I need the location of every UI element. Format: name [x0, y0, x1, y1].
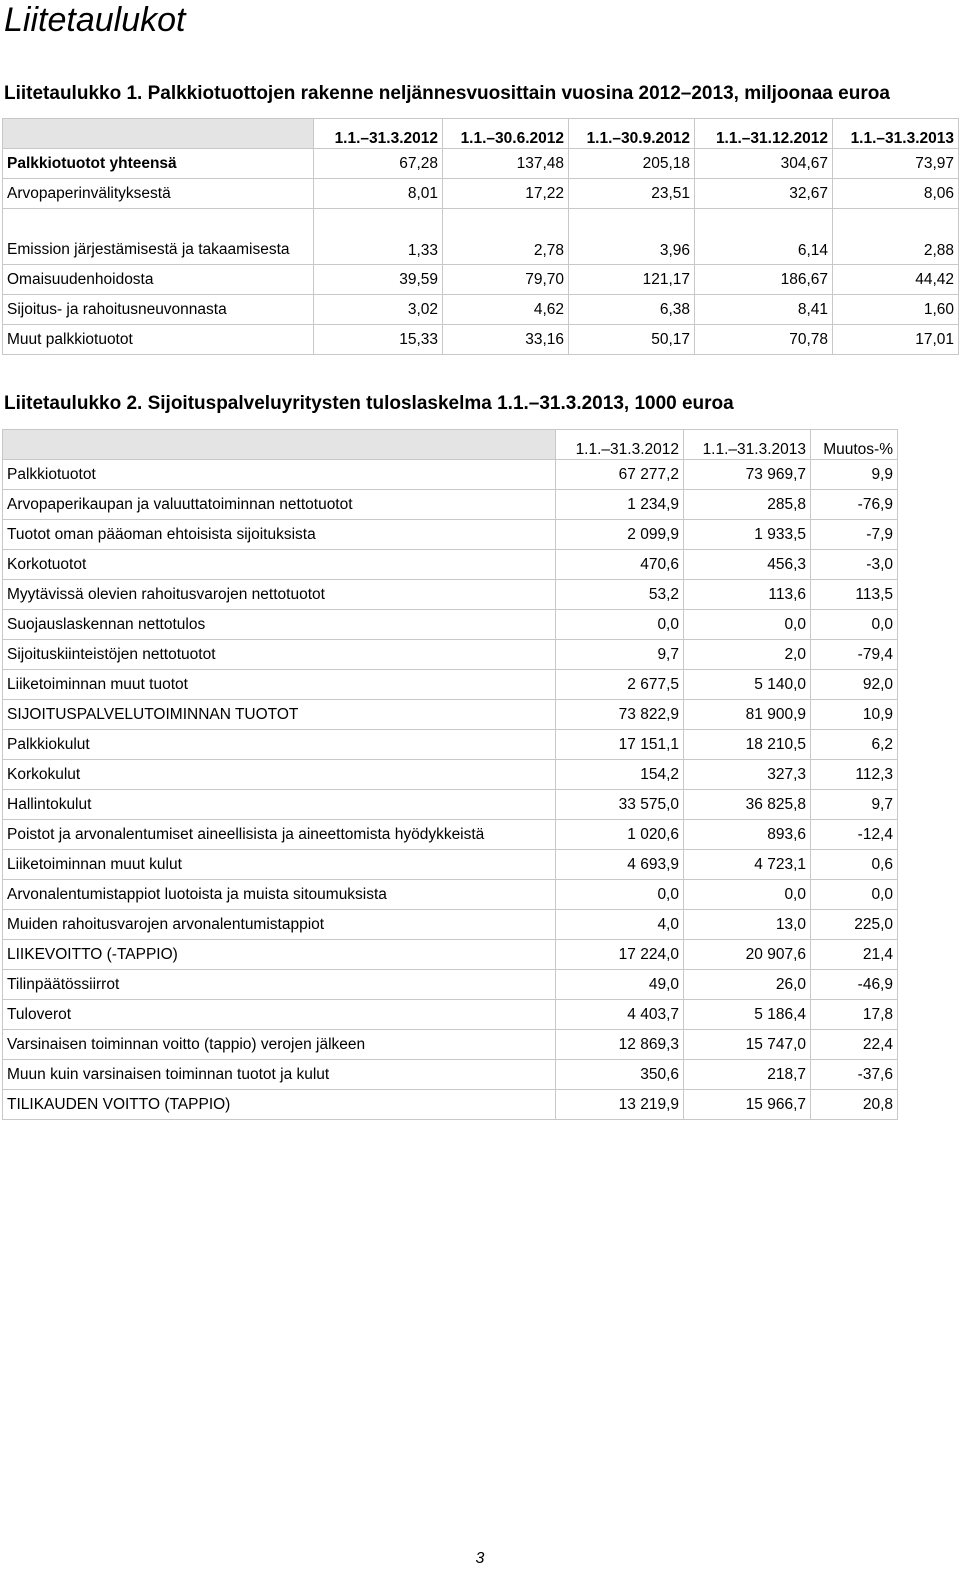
table2-cell: 327,3 — [684, 760, 811, 790]
table2-cell: 0,0 — [556, 610, 684, 640]
table2-row — [3, 520, 898, 550]
table2-cell: 456,3 — [684, 550, 811, 580]
table1-cell: 39,59 — [314, 265, 443, 295]
table2-cell: 9,9 — [811, 460, 898, 490]
table1-cell: 205,18 — [569, 149, 695, 179]
table1-cell: 186,67 — [695, 265, 833, 295]
table2-row-label: Suojauslaskennan nettotulos — [3, 610, 556, 640]
table2-row — [3, 580, 898, 610]
table2-row — [3, 640, 898, 670]
table2 — [2, 429, 898, 1120]
table2-cell: -7,9 — [811, 520, 898, 550]
table1-cell: 8,41 — [695, 295, 833, 325]
table1-row-label: Sijoitus- ja rahoitusneuvonnasta — [3, 295, 314, 325]
table2-row-label: Korkokulut — [3, 760, 556, 790]
table1-row-label: Emission järjestämisestä ja takaamisesta — [3, 209, 314, 265]
table2-row — [3, 850, 898, 880]
table1-cell: 33,16 — [443, 325, 569, 355]
table2-cell: 4,0 — [556, 910, 684, 940]
table2-row — [3, 730, 898, 760]
table1-row-label: Omaisuudenhoidosta — [3, 265, 314, 295]
table1-cell: 8,01 — [314, 179, 443, 209]
table2-row — [3, 880, 898, 910]
table1-cell: 121,17 — [569, 265, 695, 295]
table1-cell: 3,96 — [569, 209, 695, 265]
table2-cell: 225,0 — [811, 910, 898, 940]
table1-row — [3, 209, 959, 265]
table2-row — [3, 1000, 898, 1030]
table2-cell: 13,0 — [684, 910, 811, 940]
table1-cell: 73,97 — [833, 149, 959, 179]
table1-cell: 1,60 — [833, 295, 959, 325]
table2-cell: 0,0 — [684, 880, 811, 910]
table1-column-header: 1.1.–30.9.2012 — [569, 119, 695, 149]
table2-column-header: 1.1.–31.3.2013 — [684, 430, 811, 460]
table2-cell: 36 825,8 — [684, 790, 811, 820]
table2-header-row — [3, 430, 898, 460]
table2-corner-cell — [3, 430, 556, 460]
table1-row — [3, 325, 959, 355]
table1-cell: 1,33 — [314, 209, 443, 265]
table2-cell: 0,0 — [556, 880, 684, 910]
table2-row-label: LIIKEVOITTO (-TAPPIO) — [3, 940, 556, 970]
table1-cell: 2,78 — [443, 209, 569, 265]
table2-row-label: Hallintokulut — [3, 790, 556, 820]
table1-cell: 23,51 — [569, 179, 695, 209]
table2-cell: -46,9 — [811, 970, 898, 1000]
table2-cell: 5 140,0 — [684, 670, 811, 700]
table1-row — [3, 179, 959, 209]
table1-row — [3, 149, 959, 179]
table1-row — [3, 265, 959, 295]
table2-cell: 0,0 — [811, 880, 898, 910]
table1-cell: 79,70 — [443, 265, 569, 295]
table1-cell: 4,62 — [443, 295, 569, 325]
table1-title: Liitetaulukko 1. Palkkiotuottojen rakenne neljännesvuosittain vuosina 2012–2013, miljoonaa euroa — [4, 83, 890, 104]
table2-cell: 9,7 — [556, 640, 684, 670]
table2-cell: 13 219,9 — [556, 1090, 684, 1120]
table2-row-label: Varsinaisen toiminnan voitto (tappio) verojen jälkeen — [3, 1030, 556, 1060]
table2-cell: 12 869,3 — [556, 1030, 684, 1060]
table2-cell: -37,6 — [811, 1060, 898, 1090]
table2-cell: 9,7 — [811, 790, 898, 820]
table1-column-header: 1.1.–30.6.2012 — [443, 119, 569, 149]
table2-title: Liitetaulukko 2. Sijoituspalveluyritysten tuloslaskelma 1.1.–31.3.2013, 1000 euroa — [4, 393, 734, 414]
table2-row-label: Korkotuotot — [3, 550, 556, 580]
table2-cell: 20 907,6 — [684, 940, 811, 970]
table2-row — [3, 550, 898, 580]
table1-cell: 67,28 — [314, 149, 443, 179]
table2-body — [3, 460, 898, 1120]
table2-cell: 15 747,0 — [684, 1030, 811, 1060]
table1-row — [3, 295, 959, 325]
table2-cell: 4 403,7 — [556, 1000, 684, 1030]
table2-cell: 218,7 — [684, 1060, 811, 1090]
table2-row-label: SIJOITUSPALVELUTOIMINNAN TUOTOT — [3, 700, 556, 730]
table2-row — [3, 1090, 898, 1120]
table2-cell: 15 966,7 — [684, 1090, 811, 1120]
table1-cell: 15,33 — [314, 325, 443, 355]
table2-row — [3, 1060, 898, 1090]
table2-row — [3, 940, 898, 970]
table2-cell: 893,6 — [684, 820, 811, 850]
table2-cell: -76,9 — [811, 490, 898, 520]
table2-cell: 20,8 — [811, 1090, 898, 1120]
table2-row-label: Tuloverot — [3, 1000, 556, 1030]
table2-cell: 154,2 — [556, 760, 684, 790]
table2-cell: 73 822,9 — [556, 700, 684, 730]
table2-row — [3, 490, 898, 520]
table1-column-header: 1.1.–31.12.2012 — [695, 119, 833, 149]
table2-row-label: Myytävissä olevien rahoitusvarojen nettotuotot — [3, 580, 556, 610]
page-number: 3 — [475, 1550, 485, 1567]
table1-corner-cell — [3, 119, 314, 149]
table1-column-header: 1.1.–31.3.2013 — [833, 119, 959, 149]
table2-row — [3, 790, 898, 820]
table1-cell: 70,78 — [695, 325, 833, 355]
table2-cell: 17,8 — [811, 1000, 898, 1030]
table2-cell: 49,0 — [556, 970, 684, 1000]
table1-cell: 8,06 — [833, 179, 959, 209]
table2-cell: 2 677,5 — [556, 670, 684, 700]
table2-row-label: Arvonalentumistappiot luotoista ja muista sitoumuksista — [3, 880, 556, 910]
table2-cell: 53,2 — [556, 580, 684, 610]
table2-cell: 1 020,6 — [556, 820, 684, 850]
table2-cell: 6,2 — [811, 730, 898, 760]
table2-cell: 17 151,1 — [556, 730, 684, 760]
table1-cell: 6,14 — [695, 209, 833, 265]
table2-row — [3, 760, 898, 790]
table2-row — [3, 610, 898, 640]
table2-cell: 0,6 — [811, 850, 898, 880]
table2-cell: 81 900,9 — [684, 700, 811, 730]
table2-row — [3, 970, 898, 1000]
table1-column-header: 1.1.–31.3.2012 — [314, 119, 443, 149]
table2-cell: 21,4 — [811, 940, 898, 970]
table2-row-label: Liiketoiminnan muut tuotot — [3, 670, 556, 700]
table1-cell: 17,01 — [833, 325, 959, 355]
table2-row — [3, 820, 898, 850]
table1-header-row — [3, 119, 959, 149]
table2-row-label: Palkkiokulut — [3, 730, 556, 760]
table2-cell: 113,5 — [811, 580, 898, 610]
table1-cell: 32,67 — [695, 179, 833, 209]
table1-cell: 17,22 — [443, 179, 569, 209]
table1 — [2, 118, 959, 355]
table1-cell: 50,17 — [569, 325, 695, 355]
table2-cell: 350,6 — [556, 1060, 684, 1090]
table2-row-label: Tilinpäätössiirrot — [3, 970, 556, 1000]
table2-row-label: TILIKAUDEN VOITTO (TAPPIO) — [3, 1090, 556, 1120]
table2-cell: -79,4 — [811, 640, 898, 670]
table2-cell: 4 693,9 — [556, 850, 684, 880]
table2-row-label: Muun kuin varsinaisen toiminnan tuotot ja kulut — [3, 1060, 556, 1090]
table2-row — [3, 1030, 898, 1060]
table2-row — [3, 670, 898, 700]
table2-cell: 112,3 — [811, 760, 898, 790]
table2-cell: 67 277,2 — [556, 460, 684, 490]
table2-cell: 73 969,7 — [684, 460, 811, 490]
table2-cell: 33 575,0 — [556, 790, 684, 820]
table1-cell: 3,02 — [314, 295, 443, 325]
table2-column-header: Muutos-% — [811, 430, 898, 460]
table2-cell: 1 234,9 — [556, 490, 684, 520]
table2-cell: 10,9 — [811, 700, 898, 730]
table2-cell: 92,0 — [811, 670, 898, 700]
table1-cell: 2,88 — [833, 209, 959, 265]
page-title: Liitetaulukot — [4, 1, 186, 39]
table1-row-label: Muut palkkiotuotot — [3, 325, 314, 355]
table2-cell: 4 723,1 — [684, 850, 811, 880]
table2-column-header: 1.1.–31.3.2012 — [556, 430, 684, 460]
table1-cell: 304,67 — [695, 149, 833, 179]
table2-cell: 5 186,4 — [684, 1000, 811, 1030]
table1-cell: 137,48 — [443, 149, 569, 179]
table1-row-label: Palkkiotuotot yhteensä — [3, 149, 314, 179]
table2-cell: 0,0 — [811, 610, 898, 640]
table1-row-label: Arvopaperinvälityksestä — [3, 179, 314, 209]
table1-cell: 44,42 — [833, 265, 959, 295]
table2-cell: -12,4 — [811, 820, 898, 850]
table2-cell: 17 224,0 — [556, 940, 684, 970]
table2-cell: 113,6 — [684, 580, 811, 610]
table2-cell: 0,0 — [684, 610, 811, 640]
table2-row-label: Arvopaperikaupan ja valuuttatoiminnan nettotuotot — [3, 490, 556, 520]
table2-row — [3, 700, 898, 730]
table2-cell: 2,0 — [684, 640, 811, 670]
table2-row-label: Muiden rahoitusvarojen arvonalentumistappiot — [3, 910, 556, 940]
table2-row-label: Tuotot oman pääoman ehtoisista sijoituksista — [3, 520, 556, 550]
table2-cell: 2 099,9 — [556, 520, 684, 550]
table2-row-label: Palkkiotuotot — [3, 460, 556, 490]
table2-row-label: Liiketoiminnan muut kulut — [3, 850, 556, 880]
table1-cell: 6,38 — [569, 295, 695, 325]
table2-cell: 470,6 — [556, 550, 684, 580]
table2-cell: 26,0 — [684, 970, 811, 1000]
table2-cell: 18 210,5 — [684, 730, 811, 760]
table2-cell: -3,0 — [811, 550, 898, 580]
table2-row — [3, 910, 898, 940]
table2-cell: 285,8 — [684, 490, 811, 520]
table2-cell: 22,4 — [811, 1030, 898, 1060]
table2-row-label: Sijoituskiinteistöjen nettotuotot — [3, 640, 556, 670]
table2-row — [3, 460, 898, 490]
table2-cell: 1 933,5 — [684, 520, 811, 550]
table2-row-label: Poistot ja arvonalentumiset aineellisista ja aineettomista hyödykkeistä — [3, 820, 556, 850]
